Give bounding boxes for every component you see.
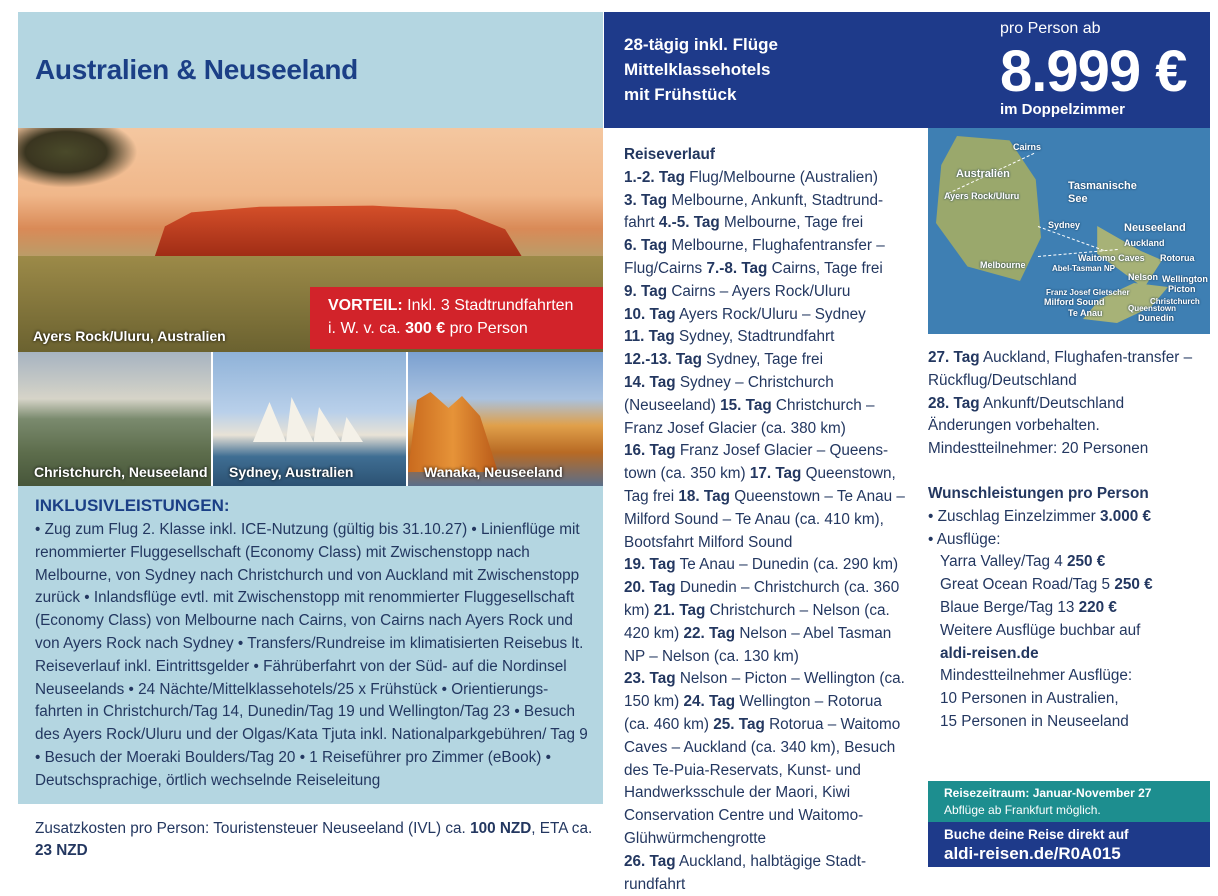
itinerary-text: Franz Josef Glacier – Queens-town (ca. 350 km) <box>624 442 889 483</box>
itinerary-text: Melbourne, Ankunft, Stadtrund-fahrt <box>624 191 884 232</box>
inclusions-box <box>18 486 603 804</box>
map-label: Sydney <box>1048 220 1081 230</box>
single-supplement <box>928 506 1210 529</box>
extra-costs <box>35 818 595 862</box>
extra-costs-amount2: 23 NZD <box>35 842 88 859</box>
itinerary-text: Dunedin – Christchurch (ca. 360 km) <box>624 579 900 619</box>
itinerary-entry <box>624 328 834 345</box>
itinerary-text: Rotorua – Waitomo Caves – Auckland (ca. 340 km), Besuch des Te-Puia-Reservats, Kunst- und Handwerksschule der Maori, Kiwi Conservation Centre und Waitomo-Glühwürmchengrotte <box>624 715 901 847</box>
itinerary <box>624 144 909 896</box>
itinerary-day: 24. Tag <box>683 693 736 711</box>
route-map <box>928 128 1210 334</box>
map-label: Tasmanische See <box>1068 180 1137 205</box>
map-label: Queenstown <box>1128 304 1177 313</box>
extra-costs-mid: , ETA ca. <box>531 820 593 837</box>
map-label: Melbourne <box>980 260 1026 270</box>
tree-silhouette <box>18 128 138 188</box>
uluru-rock-shape <box>146 204 524 260</box>
map-label: Te Anau <box>1068 308 1103 318</box>
itinerary-body <box>624 167 909 896</box>
itinerary-text: Sydney – Christchurch (Neuseeland) <box>624 373 834 414</box>
itinerary-entry <box>624 169 878 186</box>
features-list <box>624 32 778 107</box>
map-label: Rotorua <box>1160 253 1195 263</box>
vorteil-line1: Inkl. 3 Stadtrundfahrten <box>407 297 574 314</box>
itinerary-entry <box>928 395 1124 412</box>
vorteil-line2-pre: i. W. v. ca. <box>328 320 401 337</box>
page-title: Australien & Neuseeland <box>35 54 358 85</box>
price-value: 8.999 € <box>1000 39 1187 104</box>
photo-wanaka <box>408 352 603 486</box>
map-label: Australien <box>956 168 1010 180</box>
itinerary-text: Melbourne, Flughafentransfer – Flug/Cairns <box>624 237 885 277</box>
departure-note: Abflüge ab Frankfurt möglich. <box>944 803 1101 817</box>
itinerary-day: 26. Tag <box>624 852 676 870</box>
feature-hotels: Mittelklassehotels <box>624 60 771 79</box>
vorteil-badge <box>310 287 603 349</box>
site-link[interactable]: aldi-reisen.de <box>940 644 1039 662</box>
item-name: Blaue Berge/Tag 13 <box>940 598 1075 616</box>
photo-christchurch <box>18 352 211 486</box>
price-band <box>604 12 1210 128</box>
map-label: Neuseeland <box>1124 222 1186 234</box>
itinerary-text: Cairns – Ayers Rock/Uluru <box>671 282 851 300</box>
excursions-list <box>928 551 1210 733</box>
more-excursions: Weitere Ausflüge buchbar auf <box>940 621 1141 639</box>
booking-cta: Buche deine Reise direkt auf <box>944 827 1129 842</box>
map-label: Nelson <box>1128 272 1159 282</box>
feature-breakfast: mit Frühstück <box>624 85 737 104</box>
title-band <box>18 12 603 128</box>
itinerary-day: 15. Tag <box>720 396 772 414</box>
itinerary-text: Te Anau – Dunedin (ca. 290 km) <box>679 556 899 574</box>
map-label: Cairns <box>1013 142 1042 152</box>
extra-costs-pre: Zusatzkosten pro Person: Touristensteuer Neuseeland (IVL) ca. <box>35 820 466 837</box>
itinerary-text: Wellington – Rotorua (ca. 460 km) <box>624 693 882 733</box>
itinerary-day: 12.-13. Tag <box>624 351 702 369</box>
vorteil-label: VORTEIL: <box>328 297 403 314</box>
photo-caption-sydney: Sydney, Australien <box>229 464 354 480</box>
item-name: • Zuschlag Einzelzimmer <box>928 507 1096 525</box>
itinerary-entry <box>706 260 882 277</box>
itinerary-day: 20. Tag <box>624 579 676 597</box>
vorteil-line2-post: pro Person <box>449 320 528 337</box>
itinerary-entry <box>624 556 898 573</box>
price-value: 250 € <box>1066 553 1106 571</box>
itinerary-day: 7.-8. Tag <box>706 259 768 277</box>
photo-sydney <box>213 352 406 486</box>
itinerary-day: 27. Tag <box>928 349 980 366</box>
itinerary-day: 10. Tag <box>624 305 676 323</box>
wishes-heading: Wunschleistungen pro Person <box>928 484 1149 502</box>
itinerary-day: 22. Tag <box>683 624 736 642</box>
price-value: 3.000 € <box>1099 507 1152 525</box>
itinerary-day: 17. Tag <box>749 465 802 483</box>
feature-duration: 28-tägig inkl. Flüge <box>624 35 778 54</box>
itinerary-text: Nelson – Picton – Wellington (ca. 150 km) <box>624 670 905 711</box>
photo-caption-christchurch: Christchurch, Neuseeland <box>34 464 208 480</box>
itinerary-day: 3. Tag <box>624 191 668 209</box>
itinerary-day: 18. Tag <box>678 487 730 505</box>
itinerary-text: Cairns, Tage frei <box>771 259 883 277</box>
map-label: Dunedin <box>1138 313 1174 323</box>
itinerary-day: 25. Tag <box>713 715 765 733</box>
price-value: 250 € <box>1114 576 1153 594</box>
excursion-item <box>940 574 1210 597</box>
itinerary-heading: Reiseverlauf <box>624 146 715 163</box>
itinerary-entry <box>928 349 1192 389</box>
itinerary-entry <box>624 283 850 300</box>
itinerary-text: Christchurch – Nelson (ca. 420 km) <box>624 601 890 642</box>
itinerary-text: Auckland, Flughafen-transfer – Rückflug/Deutschland <box>928 349 1193 389</box>
map-label: Milford Sound <box>1044 297 1105 307</box>
excursions-label: • Ausflüge: <box>928 530 1001 548</box>
map-label: Ayers Rock/Uluru <box>944 191 1020 201</box>
itinerary-text: Melbourne, Tage frei <box>724 214 864 232</box>
itinerary-entry <box>624 306 866 323</box>
itinerary-text: Ankunft/Deutschland <box>982 394 1125 412</box>
itinerary-day: 9. Tag <box>624 282 668 300</box>
itinerary-text: Queenstown, Tag frei <box>624 465 896 505</box>
min-australia: 10 Personen in Australien, <box>940 690 1119 708</box>
opera-house-shape <box>253 392 363 442</box>
changes-note: Änderungen vorbehalten. <box>928 417 1100 435</box>
itinerary-body-cont <box>928 347 1210 415</box>
min-excursions: Mindestteilnehmer Ausflüge: <box>940 667 1133 685</box>
map-label: Abel-Tasman NP <box>1052 264 1115 273</box>
map-label: Christchurch <box>1150 297 1200 306</box>
photo-caption-wanaka: Wanaka, Neuseeland <box>424 464 563 480</box>
map-label: Auckland <box>1124 238 1165 248</box>
itinerary-day: 6. Tag <box>624 237 668 255</box>
excursion-item <box>940 597 1210 620</box>
itinerary-text: Queenstown – Te Anau – Milford Sound – Te Anau (ca. 410 km), Bootsfahrt Milford Sound <box>624 487 905 551</box>
inclusions-heading: INKLUSIVLEISTUNGEN: <box>35 496 230 515</box>
itinerary-entry <box>624 351 823 368</box>
itinerary-continued <box>928 347 1210 734</box>
map-label: Franz Josef Gletscher <box>1046 288 1130 297</box>
excursion-item <box>940 551 1210 574</box>
item-name: Yarra Valley/Tag 4 <box>940 553 1063 571</box>
photo-caption-main: Ayers Rock/Uluru, Australien <box>33 328 226 344</box>
itinerary-day: 11. Tag <box>624 328 675 346</box>
map-label: Waitomo Caves <box>1078 253 1145 263</box>
item-name: Great Ocean Road/Tag 5 <box>940 576 1111 594</box>
itinerary-day: 4.-5. Tag <box>658 214 720 232</box>
itinerary-text: Sydney, Tage frei <box>706 351 823 369</box>
min-newzealand: 15 Personen in Neuseeland <box>940 712 1129 730</box>
itinerary-day: 14. Tag <box>624 373 676 391</box>
booking-url[interactable]: aldi-reisen.de/R0A015 <box>944 844 1121 863</box>
map-label: Wellington <box>1162 274 1208 284</box>
itinerary-day: 16. Tag <box>624 442 676 460</box>
itinerary-day: 28. Tag <box>928 394 980 412</box>
vorteil-amount: 300 € <box>405 320 446 337</box>
itinerary-text: Auckland, halbtägige Stadt-rundfahrt <box>624 852 867 893</box>
price-value: 220 € <box>1078 598 1117 616</box>
itinerary-text: Flug/Melbourne (Australien) <box>689 168 878 186</box>
itinerary-entry <box>624 853 866 893</box>
itinerary-day: 1.-2. Tag <box>624 168 685 186</box>
min-participants: Mindestteilnehmer: 20 Personen <box>928 440 1149 458</box>
map-label: Picton <box>1168 284 1196 294</box>
room-type: im Doppelzimmer <box>1000 101 1126 118</box>
itinerary-day: 19. Tag <box>624 556 676 574</box>
travel-period-box <box>928 781 1210 822</box>
per-person-label: pro Person ab <box>1000 20 1101 37</box>
inclusions-text: • Zug zum Flug 2. Klasse inkl. ICE-Nutzung (gültig bis 31.10.27) • Linienflüge mit renommierter Fluggesellschaft (Economy Class) mit Zwischenstopp nach Melbourne, von Sydney nach Christchurch und von Auckland mit Zwischenstopp zurück • Inlandsflüge evtl. mit Zwischenstopp mit renommierter Fluggesellschaft (Economy Class) von Melbourne nach Cairns, von Cairns nach Ayers Rock und von Ayers Rock nach Sydney • Transfers/Rundreise im klimatisierten Reisebus lt. Reiseverlauf inkl. Eintrittsgelder • Fährüberfahrt von der Süd- auf die Nordinsel Neuseelands • 24 Nächte/Mittelklassehotels/25 x Frühstück • Orientierungs-fahrten in Christchurch/Tag 14, Dunedin/Tag 19 und Wellington/Tag 23 • Besuch des Ayers Rock/Uluru und der Olgas/Kata Tjuta inkl. Nationalparkgebühren/ Tag 9 • Besuch der Moeraki Boulders/Tag 20 • 1 Reiseführer pro Zimmer (eBook) • Deutschsprachige, örtlich wechselnde Reiseleitung <box>35 521 588 789</box>
itinerary-entry <box>624 716 900 847</box>
itinerary-text: Sydney, Stadtrundfahrt <box>678 328 835 346</box>
extra-costs-amount1: 100 NZD <box>470 820 532 837</box>
itinerary-day: 21. Tag <box>653 601 706 619</box>
itinerary-entry <box>659 214 863 231</box>
itinerary-day: 23. Tag <box>624 670 676 688</box>
itinerary-text: Ayers Rock/Uluru – Sydney <box>678 305 866 323</box>
booking-box <box>928 822 1210 867</box>
travel-period: Reisezeitraum: Januar-November 27 <box>944 786 1152 800</box>
autumn-trees-shape <box>408 392 498 472</box>
itinerary-text: Nelson – Abel Tasman NP – Nelson (ca. 130 km) <box>624 624 892 665</box>
itinerary-text: Christchurch – Franz Josef Glacier (ca. 380 km) <box>624 396 875 437</box>
